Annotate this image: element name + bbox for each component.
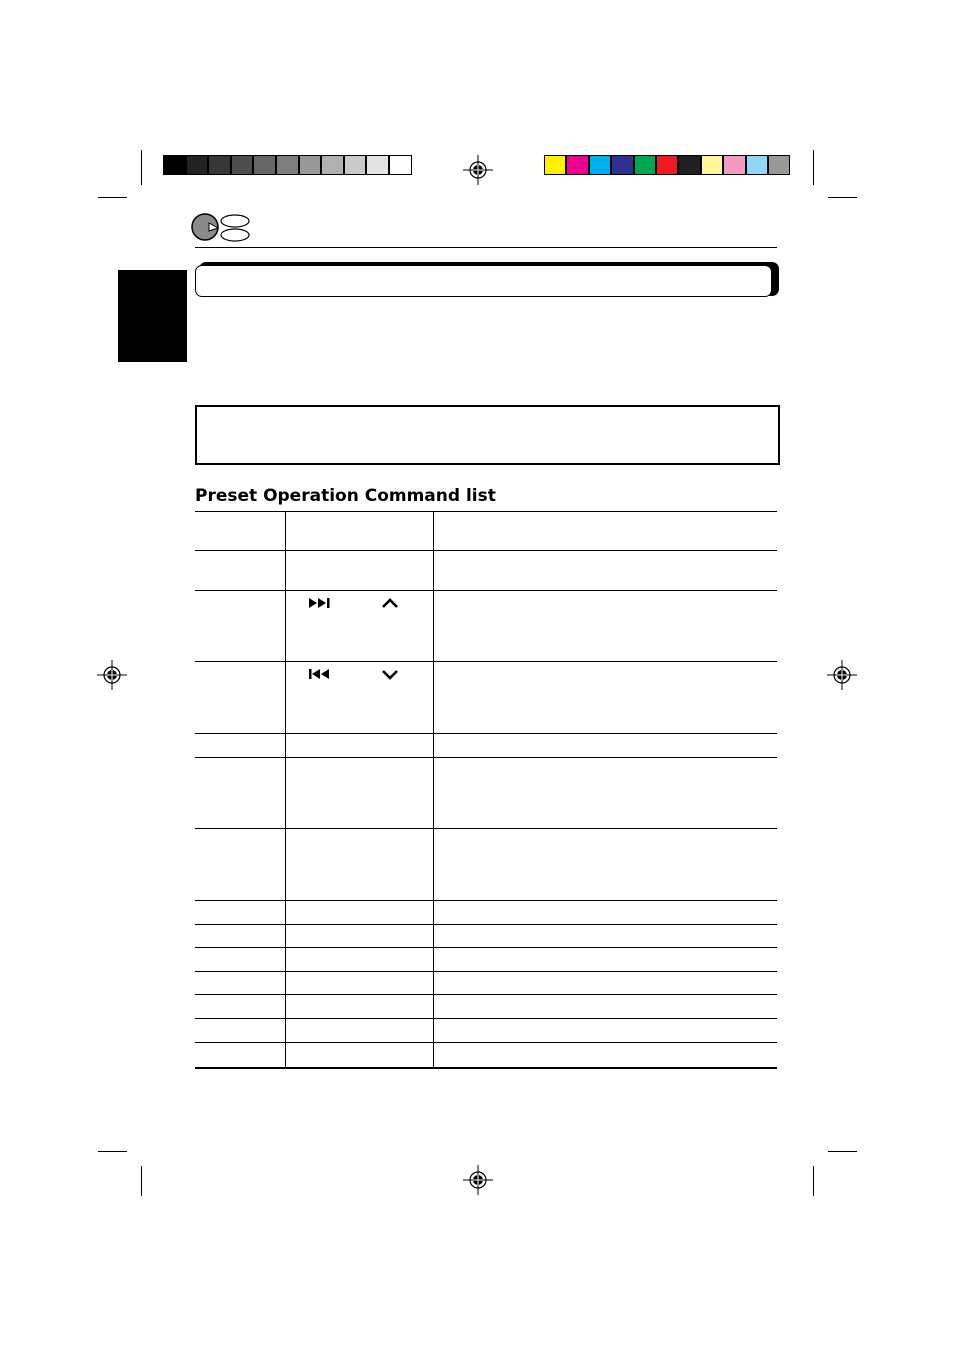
registration-mark-icon xyxy=(463,155,493,185)
table-column-divider xyxy=(433,511,434,1068)
color-swatch xyxy=(746,155,768,175)
table-row-divider xyxy=(195,924,777,925)
crop-mark xyxy=(813,1166,814,1196)
table-row-divider xyxy=(195,511,777,512)
color-swatch xyxy=(589,155,611,175)
title-banner xyxy=(195,265,772,297)
table-row-divider xyxy=(195,994,777,995)
color-swatch xyxy=(208,155,231,175)
crop-mark xyxy=(98,197,127,198)
table-row-divider xyxy=(195,1042,777,1043)
note-box xyxy=(195,405,780,465)
color-swatch xyxy=(566,155,588,175)
color-swatch xyxy=(723,155,745,175)
chevron-up-icon xyxy=(381,597,399,611)
side-tab xyxy=(118,270,187,362)
previous-track-icon xyxy=(308,668,334,682)
header-rule xyxy=(195,247,777,248)
table-row-divider xyxy=(195,550,777,551)
color-swatch xyxy=(389,155,412,175)
color-swatch xyxy=(701,155,723,175)
table-row-divider xyxy=(195,900,777,901)
crop-mark xyxy=(141,1166,142,1196)
table-column-divider xyxy=(285,511,286,1068)
section-title: Preset Operation Command list xyxy=(195,486,496,506)
color-swatch xyxy=(344,155,367,175)
crop-mark xyxy=(141,150,142,185)
color-swatch xyxy=(276,155,299,175)
registration-mark-icon xyxy=(463,1165,493,1195)
color-swatch xyxy=(186,155,209,175)
next-track-icon xyxy=(308,597,334,611)
color-swatch xyxy=(163,155,186,175)
color-swatch xyxy=(634,155,656,175)
color-swatch xyxy=(366,155,389,175)
table-bottom-border xyxy=(195,1067,777,1069)
color-swatch xyxy=(544,155,566,175)
table-row-divider xyxy=(195,947,777,948)
crop-mark xyxy=(813,150,814,185)
color-swatch xyxy=(768,155,790,175)
chevron-down-icon xyxy=(381,668,399,682)
table-row-divider xyxy=(195,757,777,758)
table-row-divider xyxy=(195,733,777,734)
color-swatch xyxy=(656,155,678,175)
crop-mark xyxy=(98,1151,127,1152)
registration-mark-icon xyxy=(97,660,127,690)
table-row-divider xyxy=(195,590,777,591)
color-swatch xyxy=(299,155,322,175)
speaking-head-icon xyxy=(190,211,252,243)
crop-mark xyxy=(828,197,857,198)
color-swatch xyxy=(611,155,633,175)
table-row-divider xyxy=(195,1018,777,1019)
table-row-divider xyxy=(195,828,777,829)
table-row-divider xyxy=(195,971,777,972)
color-swatch xyxy=(253,155,276,175)
table-row-divider xyxy=(195,661,777,662)
crop-mark xyxy=(828,1151,857,1152)
registration-mark-icon xyxy=(827,660,857,690)
color-swatch xyxy=(231,155,254,175)
color-swatch xyxy=(678,155,700,175)
color-swatch xyxy=(321,155,344,175)
